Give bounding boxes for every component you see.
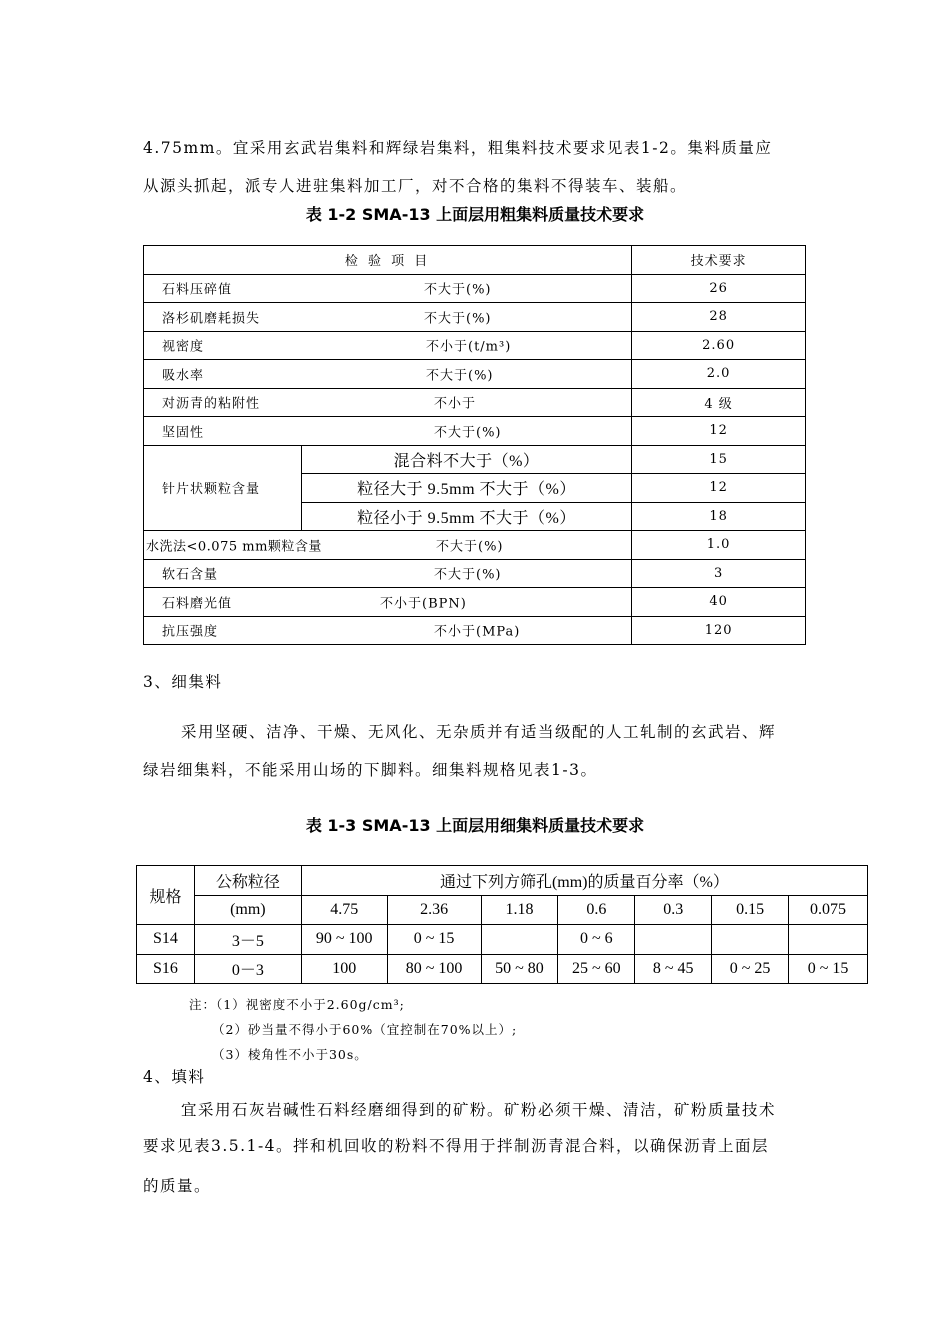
row-value: 3 <box>632 559 806 588</box>
value-cell <box>789 925 868 955</box>
value-cell: 0 ~ 25 <box>712 954 789 984</box>
section-4-line-3: 的质量。 <box>143 1177 212 1195</box>
row-name: 石料压碎值 <box>162 282 233 298</box>
row-value: 12 <box>632 474 806 503</box>
table-row <box>137 954 868 984</box>
row-value: 1.0 <box>632 531 806 560</box>
value-cell: 0 ~ 15 <box>387 925 481 955</box>
header-passing: 通过下列方筛孔(mm)的质量百分率（%） <box>301 866 867 896</box>
header-item: 检 验 项 目 <box>144 246 632 275</box>
value-cell: 25 ~ 60 <box>558 954 635 984</box>
header-requirement: 技术要求 <box>632 246 806 275</box>
row-condition: 不小于(t/m³) <box>426 339 512 355</box>
value-cell <box>481 925 558 955</box>
row-condition: 不大于(%) <box>434 425 502 441</box>
table-row <box>144 303 806 332</box>
table-header-row <box>137 866 868 896</box>
row-name: 对沥青的粘附性 <box>162 396 261 412</box>
note-2: （2）砂当量不得小于60%（宜控制在70%以上）; <box>212 1022 518 1037</box>
sieve-size: 1.18 <box>481 895 558 925</box>
value-cell: 0 ~ 6 <box>558 925 635 955</box>
row-condition: 混合料不大于（%） <box>301 445 631 474</box>
section-4-line-1: 宜采用石灰岩碱性石料经磨细得到的矿粉。矿粉必须干燥、清洁，矿粉质量技术 <box>181 1101 777 1119</box>
sieve-size: 0.075 <box>789 895 868 925</box>
value-cell <box>712 925 789 955</box>
row-name: 水洗法<0.075 mm颗粒含量 <box>146 539 322 555</box>
row-value: 2.60 <box>632 331 806 360</box>
row-condition: 不大于(%) <box>424 311 492 327</box>
sieve-size: 4.75 <box>301 895 387 925</box>
row-value: 4 级 <box>632 388 806 417</box>
section-4-line-2: 要求见表3.5.1-4。拌和机回收的粉料不得用于拌制沥青混合料，以确保沥青上面层 <box>143 1137 770 1155</box>
section-3-line-2: 绿岩细集料，不能采用山场的下脚料。细集料规格见表1-3。 <box>143 761 598 779</box>
row-value: 18 <box>632 502 806 531</box>
row-condition: 粒径小于 9.5mm 不大于（%） <box>301 502 631 531</box>
value-cell <box>635 925 712 955</box>
value-cell: 8 ~ 45 <box>635 954 712 984</box>
row-name: 坚固性 <box>162 425 205 441</box>
row-value: 12 <box>632 417 806 446</box>
row-condition: 不大于(%) <box>434 567 502 583</box>
table-header-row <box>144 246 806 275</box>
table-row <box>144 445 806 474</box>
row-condition: 不大于(%) <box>424 282 492 298</box>
value-cell: 90 ~ 100 <box>301 925 387 955</box>
row-name: 石料磨光值 <box>162 596 233 612</box>
table-row <box>144 417 806 446</box>
value-cell: 100 <box>301 954 387 984</box>
table-row <box>144 331 806 360</box>
fine-aggregate-table <box>136 865 868 984</box>
intro-line-1: 4.75mm。宜采用玄武岩集料和辉绿岩集料，粗集料技术要求见表1-2。集料质量应 <box>143 139 773 157</box>
sieve-size: 2.36 <box>387 895 481 925</box>
table-header-row <box>137 895 868 925</box>
note-1: 注：（1）视密度不小于2.60g/cm³; <box>189 997 405 1012</box>
row-value: 120 <box>632 616 806 645</box>
value-cell: 50 ~ 80 <box>481 954 558 984</box>
row-condition: 粒径大于 9.5mm 不大于（%） <box>301 474 631 503</box>
note-3: （3）棱角性不小于30s。 <box>212 1047 368 1062</box>
table-1-2-caption: 表 1-2 SMA-13 上面层用粗集料质量技术要求 <box>305 205 645 224</box>
section-4-heading: 4、填料 <box>143 1068 206 1086</box>
row-value: 2.0 <box>632 360 806 389</box>
row-condition: 不小于(BPN) <box>380 596 467 612</box>
table-row <box>144 559 806 588</box>
section-3-heading: 3、细集料 <box>143 673 223 691</box>
table-row <box>144 274 806 303</box>
row-name: 抗压强度 <box>162 624 219 640</box>
row-value: 26 <box>632 274 806 303</box>
row-name: 软石含量 <box>162 567 219 583</box>
sieve-size: 0.6 <box>558 895 635 925</box>
value-cell: 80 ~ 100 <box>387 954 481 984</box>
row-value: 28 <box>632 303 806 332</box>
row-name: 视密度 <box>162 339 205 355</box>
table-row <box>144 388 806 417</box>
table-row <box>144 588 806 617</box>
size-cell: 3－5 <box>194 925 301 955</box>
table-row <box>144 616 806 645</box>
coarse-aggregate-table <box>143 245 806 645</box>
table-row <box>144 360 806 389</box>
sieve-size: 0.3 <box>635 895 712 925</box>
sieve-size: 0.15 <box>712 895 789 925</box>
table-row <box>144 531 806 560</box>
row-name: 吸水率 <box>162 368 205 384</box>
section-3-line-1: 采用坚硬、洁净、干燥、无风化、无杂质并有适当级配的人工轧制的玄武岩、辉 <box>181 723 777 741</box>
row-condition: 不小于(MPa) <box>434 624 521 640</box>
row-value: 40 <box>632 588 806 617</box>
intro-line-2: 从源头抓起，派专人进驻集料加工厂，对不合格的集料不得装车、装船。 <box>143 177 688 195</box>
header-size-unit: (mm) <box>194 895 301 925</box>
row-value: 15 <box>632 445 806 474</box>
size-cell: 0－3 <box>194 954 301 984</box>
flaky-particle-label: 针片状颗粒含量 <box>144 445 302 531</box>
row-condition: 不大于(%) <box>426 368 494 384</box>
spec-cell: S16 <box>137 954 195 984</box>
row-condition: 不小于 <box>434 396 477 412</box>
header-size: 公称粒径 <box>194 866 301 896</box>
spec-cell: S14 <box>137 925 195 955</box>
table-row <box>137 925 868 955</box>
row-condition: 不大于(%) <box>436 539 504 555</box>
value-cell: 0 ~ 15 <box>789 954 868 984</box>
table-1-3-caption: 表 1-3 SMA-13 上面层用细集料质量技术要求 <box>305 816 645 835</box>
row-name: 洛杉矶磨耗损失 <box>162 311 261 327</box>
header-spec: 规格 <box>137 866 195 925</box>
